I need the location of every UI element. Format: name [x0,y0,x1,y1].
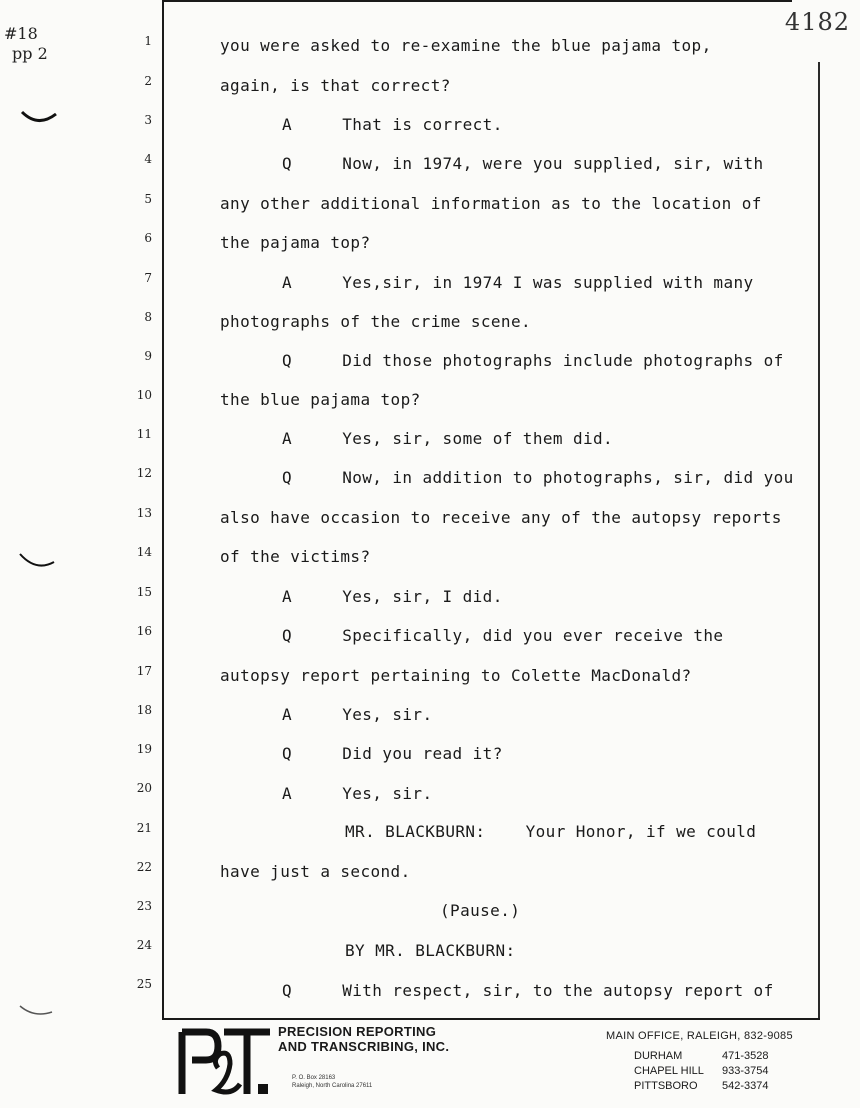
line-number: 2 [144,74,152,88]
line-number: 4 [144,152,152,166]
transcript-line: A Yes, sir, some of them did. [282,429,614,448]
transcript-line: A Yes, sir. [282,705,433,724]
line-number: 23 [136,899,152,913]
line-number: 7 [144,271,152,285]
transcript-line: Q With respect, sir, to the autopsy report of [282,981,774,1000]
line-number: 13 [136,506,152,520]
line-number: 12 [136,466,152,480]
line-number: 11 [136,427,152,441]
transcript-line: BY MR. BLACKBURN: [345,941,516,960]
margin-curve-mark [18,550,58,572]
transcript-line: any other additional information as to the location of [220,194,762,213]
line-number: 19 [136,742,152,756]
office-phone: 471-3528 [722,1050,769,1062]
company-logo [172,1024,272,1096]
transcript-line: Q Did those photographs include photographs of [282,351,784,370]
company-address [292,1074,372,1090]
transcript-line: MR. BLACKBURN: Your Honor, if we could [345,822,757,841]
transcript-line: A That is correct. [282,115,503,134]
transcript-line: you were asked to re-examine the blue pajama top, [220,36,712,55]
line-number: 18 [136,703,152,717]
margin-note-line: pp 2 [12,44,48,63]
line-number: 16 [136,624,152,638]
line-number: 25 [136,977,152,991]
transcript-line: (Pause.) [440,901,521,920]
right-margin-rule [818,62,820,1020]
transcript-line: A Yes,sir, in 1974 I was supplied with many [282,273,754,292]
transcript-line: Q Did you read it? [282,744,503,763]
transcript-line: Q Now, in addition to photographs, sir, did you [282,468,794,487]
line-number: 21 [136,821,152,835]
margin-curve-mark [20,106,60,126]
transcript-line: also have occasion to receive any of the autopsy reports [220,508,782,527]
line-number: 3 [144,113,152,127]
line-number: 20 [136,781,152,795]
office-city: CHAPEL HILL [634,1065,704,1077]
line-number: 5 [144,192,152,206]
office-city: DURHAM [634,1050,683,1062]
transcript-line: Q Specifically, did you ever receive the [282,626,724,645]
address-line: P. O. Box 28163 [292,1075,336,1081]
logo-text: P&T [222,1073,226,1075]
main-office: MAIN OFFICE, RALEIGH, 832-9085 [606,1030,793,1042]
office-phone: 542-3374 [722,1080,769,1092]
transcript-line: A Yes, sir. [282,784,433,803]
transcript-line: Q Now, in 1974, were you supplied, sir, with [282,154,764,173]
margin-note [4,24,48,64]
transcript-line: the blue pajama top? [220,390,421,409]
transcript-line: A Yes, sir, I did. [282,587,503,606]
address-line: Raleigh, North Carolina 27611 [292,1083,373,1089]
line-number: 8 [144,310,152,324]
left-margin-rule [162,0,164,1020]
top-border [162,0,792,2]
transcript-line: autopsy report pertaining to Colette MacDonald? [220,666,692,685]
office-city: PITTSBORO [634,1080,698,1092]
company-name-line: AND TRANSCRIBING, INC. [278,1039,450,1054]
office-phone: 933-3754 [722,1065,769,1077]
company-name [278,1024,449,1054]
company-name-line: PRECISION REPORTING [278,1024,437,1039]
line-number: 15 [136,585,152,599]
transcript-line: of the victims? [220,547,371,566]
line-number: 24 [136,938,152,952]
transcript-line: have just a second. [220,862,411,881]
line-number: 14 [136,545,152,559]
transcript-line: photographs of the crime scene. [220,312,532,331]
page-number: 4182 [784,8,850,36]
line-number: 9 [144,349,152,363]
line-number: 1 [144,34,152,48]
transcript-line: again, is that correct? [220,76,451,95]
line-number: 17 [136,664,152,678]
line-number: 10 [136,388,152,402]
line-number: 6 [144,231,152,245]
line-number: 22 [136,860,152,874]
bottom-rule [162,1018,820,1020]
margin-note-line: #18 [4,24,38,43]
margin-curve-mark [18,1002,58,1022]
transcript-line: the pajama top? [220,233,371,252]
